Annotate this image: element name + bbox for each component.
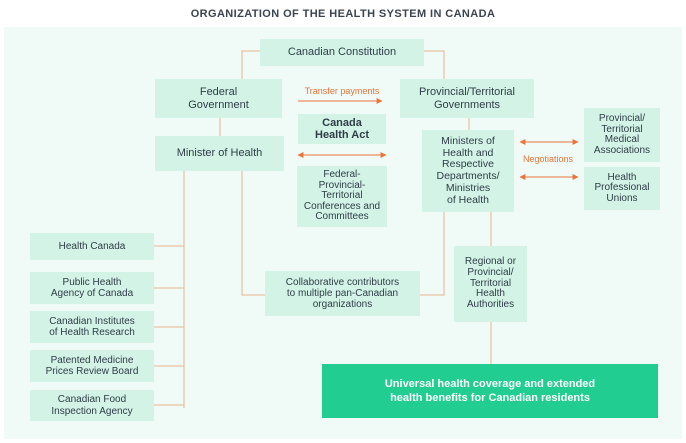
- transfer-payments-label: Transfer payments: [304, 86, 380, 96]
- cihr-label: Canadian Institutes of Health Research: [49, 315, 135, 338]
- professional-unions-label: Health Professional Unions: [594, 171, 650, 204]
- ministers-of-health-box: [422, 130, 514, 212]
- federal-government-box: [155, 79, 282, 118]
- diagram-title: ORGANIZATION OF THE HEALTH SYSTEM IN CANADA: [190, 7, 496, 20]
- universal-coverage-label: Universal health coverage and extended health benefits for Canadian residents: [384, 377, 596, 404]
- regional-authorities-box: [454, 246, 527, 322]
- provincial-governments-label: Provincial/Territorial Governments: [419, 86, 515, 111]
- canada-health-act-label: Canada Health Act: [315, 116, 369, 141]
- collaborative-contributors-label: Collaborative contributors to multiple pan-Canadian organizations: [285, 277, 400, 310]
- medical-associations-box: [584, 108, 660, 162]
- cihr-box: [30, 311, 154, 343]
- medical-associations-label: Provincial/ Territorial Medical Associations: [593, 113, 651, 156]
- canadian-constitution-box: [260, 39, 424, 66]
- edge-constitution-federal: [242, 51, 260, 79]
- provincial-governments-box: [400, 79, 534, 118]
- edge-ministers-collaborative: [420, 212, 444, 295]
- ministers-of-health-label: Ministers of Health and Respective Departments/ Ministries of Health: [436, 134, 500, 206]
- pmprb-label: Patented Medicine Prices Review Board: [45, 354, 139, 377]
- health-canada-box: [30, 233, 154, 260]
- fpt-conferences-box: [297, 166, 387, 227]
- fpt-conferences-label: Federal- Provincial- Territorial Conferences and Committees: [303, 169, 381, 223]
- public-health-agency-box: [30, 272, 154, 304]
- negotiations-label: Negotiations: [522, 154, 574, 164]
- minister-of-health-label: Minister of Health: [176, 147, 263, 160]
- edge-constitution-provincial: [424, 51, 444, 79]
- minister-of-health-box: [155, 136, 284, 171]
- regional-authorities-label: Regional or Provincial/ Territorial Health Authorities: [464, 256, 517, 311]
- cfia-label: Canadian Food Inspection Agency: [51, 394, 133, 417]
- public-health-agency-label: Public Health Agency of Canada: [50, 276, 134, 299]
- professional-unions-box: [584, 167, 660, 210]
- canadian-constitution-label: Canadian Constitution: [287, 46, 397, 59]
- pmprb-box: [30, 350, 154, 382]
- cfia-box: [30, 390, 154, 421]
- health-canada-label: Health Canada: [58, 240, 126, 252]
- federal-government-label: Federal Government: [188, 86, 249, 111]
- universal-coverage-box: [322, 364, 658, 418]
- edge-minister-collaborative: [242, 171, 265, 295]
- canada-health-act-box: [298, 114, 386, 144]
- collaborative-contributors-box: [265, 271, 420, 316]
